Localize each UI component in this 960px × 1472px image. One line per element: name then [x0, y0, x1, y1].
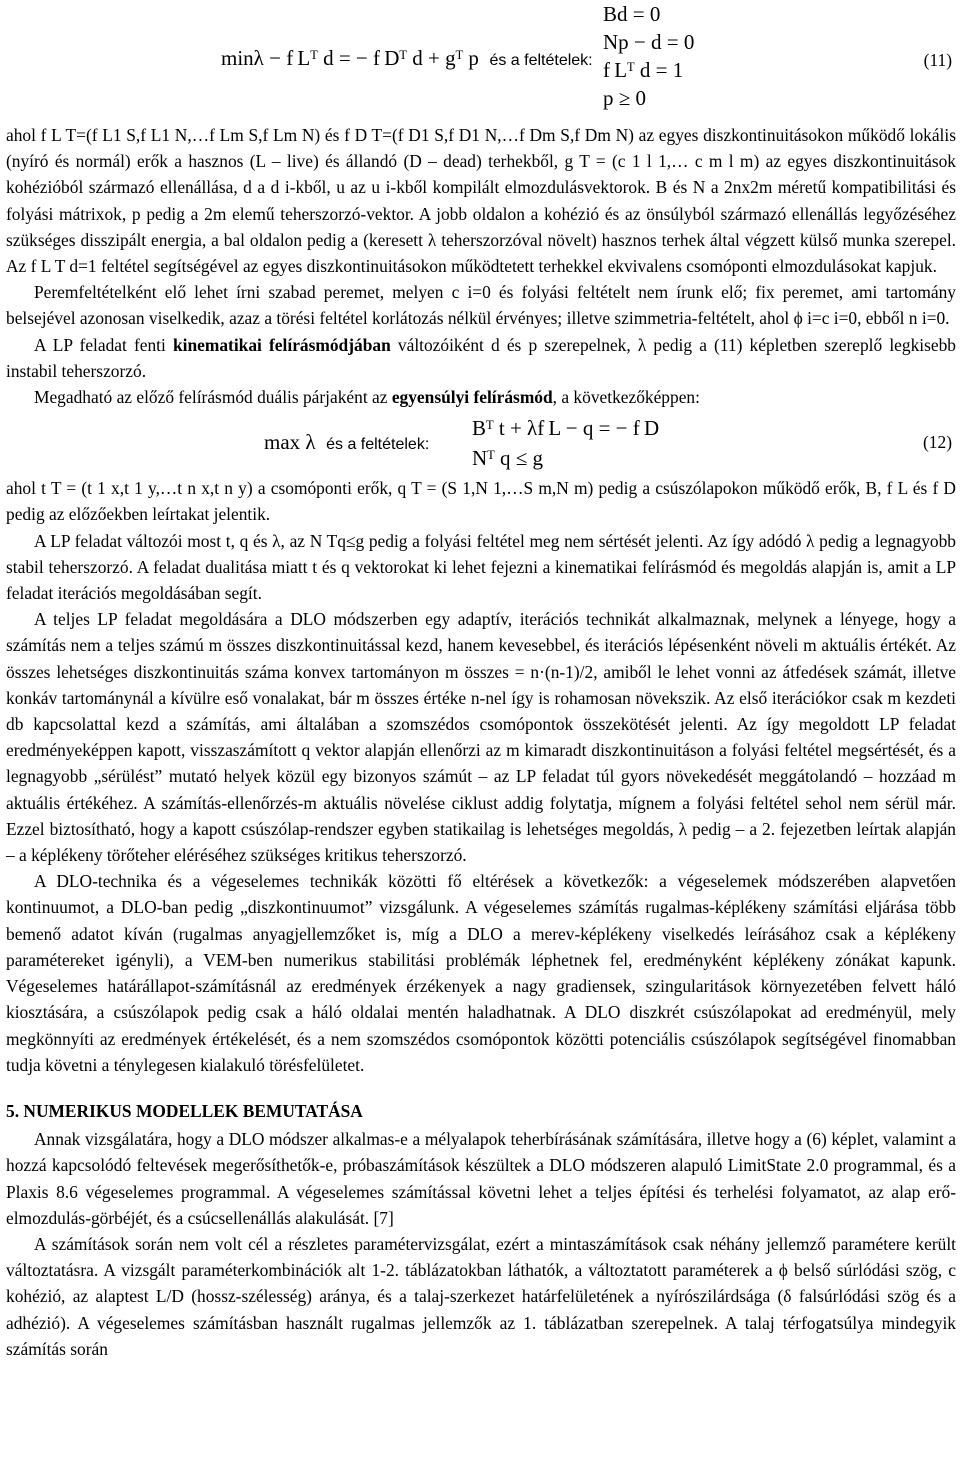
- page: [6, 0, 956, 1362]
- bold-term: kinematikai felírásmódjában: [172, 334, 391, 355]
- equation-11-objective-text: minλ − f Lᵀ d = − f Dᵀ d + gᵀ p: [221, 46, 479, 70]
- equation-12-number: (12): [923, 432, 952, 453]
- equation-11-condition: f Lᵀ d = 1: [603, 58, 684, 82]
- equation-12-condition-label: és a feltételek:: [326, 436, 430, 454]
- paragraph: Annak vizsgálatára, hogy a DLO módszer alkalmas-e a mélyalapok teherbírásának számítására, illetve hogy a (6) képlet, valamint a hozzá kapcsolódó feltevések megerősíthetők-e, próbaszámítások készültek a DLO módszeren alapuló LimitState 2.0 programmal, és a Plaxis 8.6 végeselemes programmal. A végeselemes számítással követni lehet a teljes építési és terhelési folyamatot, az alap erő-elmozdulás-görbéjét, és a csúcsellenállás alakulását. [7]: [6, 1129, 956, 1228]
- equation-12: [6, 413, 956, 475]
- equation-11: [6, 0, 956, 122]
- paragraph: ahol f L T=(f L1 S,f L1 N,…f Lm S,f Lm N) és f D T=(f D1 S,f D1 N,…f Dm S,f Dm N) az egyes diszkontinuitásokon működő lokális (nyíró és normál) erők a hasznos (L – live) és állandó (D – dead) terhekből, g T = (c 1 l 1,… c m l m) az egyes diszkontinuitások kohézióból származó ellenállása, d a d i-kből, u az u i-kből kompilált elmozdulásvektorok. B és N a 2nx2m méretű kompatibilitási és folyási mátrixok, p pedig a 2m elemű teherszorzó-vektor. A jobb oldalon a kohézió és az önsúlyból származó ellenállás legyőzéséhez szükséges disszipált energia, a bal oldalon pedig a (keresett λ teherszorzóval növelt) hasznos terhek által végzett külső munka szerepel. Az f L T d=1 feltétel segítségével az egyes diszkontinuitásokon működtetett terhekkel ekvivalens csomóponti elmozdulásokat kapjuk.: [6, 125, 956, 277]
- text-run: változóiként d és p szerepelnek, λ pedig a (11) képletben szereplő legkisebb instabil teherszorzó.: [6, 334, 956, 381]
- paragraph: Peremfeltételként elő lehet írni szabad peremet, melyen c i=0 és folyási feltételt nem írunk elő; fix peremet, ami tartomány belsejével azonosan viselkedik, azaz a törési feltétel korlátozás nélkül érvényes; illetve szimmetria-feltételt, ahol ϕ i=c i=0, ebből n i=0.: [6, 282, 956, 329]
- equation-11-number: (11): [923, 50, 952, 70]
- paragraph: A DLO-technika és a végeselemes technikák közötti fő eltérések a következők: a végeselemek módszerében alapvetően kontinuumot, a DLO-ban pedig „diszkontinuumot” vizsgálunk. A végeselemes számítás rugalmas-képlékeny számítási eljárása több bemenő adatot kíván (rugalmas anyagjellemzőket is, míg a DLO a merev-képlékeny viselkedés leírásához csak a képlékeny paramétereket igényli), a VEM-ben numerikus stabilitási problémák léphetnek fel, eredményként képlékeny zónákat kapunk. Végeselemes határállapot-számításnál az eredmények érzékenyek a nagy gradiensek, szingularitások környezetében felvett háló kiosztására, a csúszólapok pedig csak a háló oldalai mentén haladhatnak. A DLO diszkrét csúszólapokat ad eredményül, mely megkönnyíti az eredmények értékelését, és a nem szomszédos csomópontok közötti potenciális csúszólapok segítségével finomabban tudja követni a ténylegesen kialakuló törésfelületet.: [6, 871, 956, 1075]
- equation-11-condition: Np − d = 0: [603, 30, 695, 54]
- paragraph: [6, 384, 956, 410]
- equation-11-condition-label: és a feltételek:: [489, 52, 593, 69]
- text-run: Megadható az előző felírásmód duális párjaként az: [34, 387, 392, 408]
- section-heading: 5. NUMERIKUS MODELLEK BEMUTATÁSA: [6, 1100, 363, 1121]
- bold-term: egyensúlyi felírásmód: [391, 387, 553, 408]
- equation-12-condition: Nᵀ q ≤ g: [472, 446, 544, 471]
- paragraph: A számítások során nem volt cél a részletes paramétervizsgálat, ezért a mintaszámítások csak néhány jellemző paramétere került változtatásra. A vizsgált paraméterkombinációk alt 1-2. táblázatokban láthatók, a változtatott paraméterek a ϕ belső súrlódási szög, c kohézió, az alaptest L/D (hossz-szélesség) aránya, és a talaj-szerkezet határfelületének a nyírószilárdsága (δ falsúrlódási szög és a adhézió). A végeselemes számításban használt rugalmas jellemzők az 1. táblázatban szerepelnek. A talaj térfogatsúlya mindegyik számítás során: [6, 1233, 956, 1359]
- equation-12-conditions: [472, 413, 659, 473]
- equation-11-conditions: [603, 0, 694, 112]
- equation-11-condition: Bd = 0: [603, 2, 661, 26]
- paragraph: ahol t T = (t 1 x,t 1 y,…t n x,t n y) a csomóponti erők, q T = (S 1,N 1,…S m,N m) pedig a csúszólapokon működő erők, B, f L és f D pedig az előzőekben leírtakat jelentik.: [6, 478, 956, 525]
- paragraph: [6, 332, 956, 384]
- paragraph: A teljes LP feladat megoldására a DLO módszerben egy adaptív, iterációs technikát alkalmaznak, melynek a lényege, hogy a számítás nem a teljes számú m összes diszkontinuitással kezd, hanem kevesebbel, és iterációs lépésenként növeli m aktuális értékét. Az összes lehetséges diszkontinuitás száma konvex tartományon m összes = n·(n-1)/2, amiből le lehet vonni az átfedések számát, illetve konkáv tartománynál a kívülre eső vonalakat, bár m összes értéke n-nel így is rohamosan növekszik. Az első iterációkor csak m kezdeti db kapcsolattal kezd a számítás, ami általában a szomszédos csomópontok összekötését jelenti. Az így megoldott LP feladat eredményeképpen kapott, visszaszámított q vektor alapján ellenőrzi az m kimaradt diszkontinuitáson a folyási feltétel megsértését, és a legnagyobb „sérülést” mutató helyek közül egy bizonyos számút – az LP feladat túl gyors növekedését meggátolandó – hozzáad m aktuális értékéhez. A számítás-ellenőrzés-m aktuális növelése ciklust addig folytatja, mígnem a folyási feltétel sehol nem sérül már. Ezzel biztosítható, hogy a kapott csúszólap-rendszer egyben statikailag is lehetséges megoldás, λ pedig – a 2. fejezetben leírtak alapján – a képlékeny törőteher eléréséhez szükséges kritikus teherszorzó.: [6, 609, 956, 866]
- equation-11-condition: p ≥ 0: [603, 86, 647, 110]
- equation-12-objective-text: max λ: [264, 430, 316, 455]
- equation-11-objective: [221, 45, 593, 74]
- text-run: , a következőképpen:: [552, 387, 700, 408]
- equation-12-objective: [264, 429, 429, 458]
- paragraph: A LP feladat változói most t, q és λ, az N Tq≤g pedig a folyási feltétel meg nem sértését jelenti. Az így adódó λ pedig a legnagyobb stabil teherszorzó. A feladat dualitása miatt t és q vektorokat ki lehet fejezni a kinematikai felírásmód és megoldás alapján is, amit a LP feladat iterációs megoldásában segít.: [6, 530, 956, 604]
- equation-12-condition: Bᵀ t + λf L − q = − f D: [472, 416, 660, 441]
- text-run: A LP feladat fenti: [34, 334, 173, 355]
